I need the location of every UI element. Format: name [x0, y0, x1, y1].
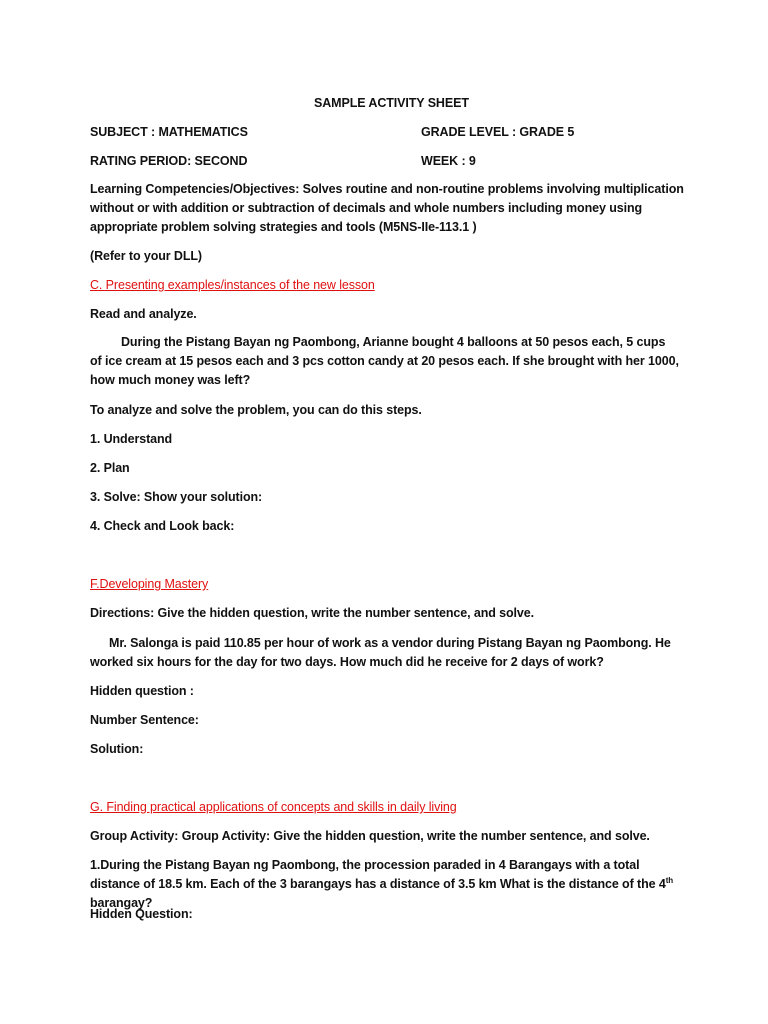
subject-label: SUBJECT : MATHEMATICS — [90, 125, 248, 139]
step-plan: 2. Plan — [90, 461, 130, 475]
section-g-problem — [90, 856, 685, 913]
week-label: WEEK : 9 — [421, 154, 476, 168]
section-f-directions: Directions: Give the hidden question, write the number sentence, and solve. — [90, 606, 534, 620]
section-f-problem: Mr. Salonga is paid 110.85 per hour of work as a vendor during Pistang Bayan ng Paombong. He worked six hours for the day for two days. How much did he receive for 2 days of work? — [90, 636, 671, 669]
step-solve: 3. Solve: Show your solution: — [90, 490, 263, 504]
section-f-solution: Solution: — [90, 742, 144, 756]
section-f-hidden-question: Hidden question : — [90, 684, 194, 698]
section-g-hidden-question: Hidden Question: — [90, 907, 193, 921]
rating-period-label: RATING PERIOD: SECOND — [90, 154, 248, 168]
sheet-title: SAMPLE ACTIVITY SHEET — [314, 96, 469, 110]
steps-intro: To analyze and solve the problem, you can do this steps. — [90, 403, 422, 417]
step-understand: 1. Understand — [90, 432, 173, 446]
section-f-number-sentence: Number Sentence: — [90, 713, 199, 727]
section-c-heading: C. Presenting examples/instances of the new lesson — [90, 278, 375, 292]
learning-objectives: Learning Competencies/Objectives: Solves routine and non-routine problems involving multiplication without or with addition or subtraction of decimals and whole numbers including money using appropriate problem solving strategies and tools (M5NS-IIe-113.1 ) — [90, 182, 684, 234]
refer-note: (Refer to your DLL) — [90, 249, 202, 263]
section-g-problem-end: barangay? — [90, 896, 153, 910]
section-g-heading: G. Finding practical applications of concepts and skills in daily living — [90, 800, 457, 814]
ordinal-superscript: th — [665, 875, 674, 885]
grade-level-label: GRADE LEVEL : GRADE 5 — [421, 125, 575, 139]
section-f-heading: F.Developing Mastery — [90, 577, 209, 591]
read-instruction: Read and analyze. — [90, 307, 197, 321]
section-g-group-activity: Group Activity: Group Activity: Give the hidden question, write the number sentence, and solve. — [90, 829, 650, 843]
section-c-problem: During the Pistang Bayan ng Paombong, Arianne bought 4 balloons at 50 pesos each, 5 cups of ice cream at 15 pesos each and 3 pcs cotton candy at 20 pesos each. If she brought with her 1000, how much money was left? — [90, 335, 679, 387]
section-g-problem-text: 1.During the Pistang Bayan ng Paombong, the procession paraded in 4 Barangays with a total distance of 18.5 km. Each of the 3 barangays has a distance of 3.5 km What is the distance of the 4 — [90, 858, 666, 891]
step-check: 4. Check and Look back: — [90, 519, 235, 533]
